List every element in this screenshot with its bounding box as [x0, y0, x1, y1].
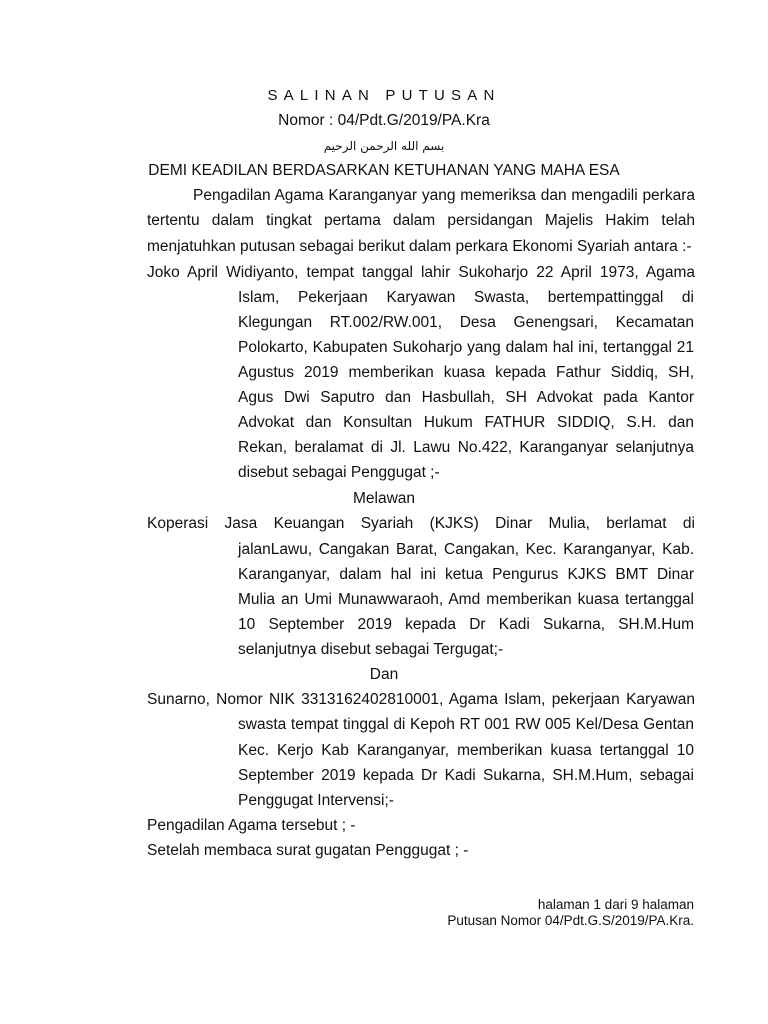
party3-last-line: Penggugat Intervensi;- — [238, 792, 394, 809]
versus-label: Melawan — [352, 490, 416, 507]
intro-line-1: Pengadilan Agama Karanganyar yang memeriksa dan mengadili perkara — [193, 187, 695, 204]
party1-line: Agus Dwi Saputro dan Hasbullah, SH Advokat pada Kantor — [238, 389, 694, 406]
party1-line: Klegungan RT.002/RW.001, Desa Genengsari, Kecamatan — [238, 314, 694, 331]
party3-line: September 2019 kepada Dr Kadi Sukarna, SH.M.Hum, sebagai — [238, 767, 694, 784]
party2-last-line: selanjutnya disebut sebagai Tergugat;- — [238, 641, 504, 658]
party1-line: Agustus 2019 memberikan kuasa kepada Fathur Siddiq, SH, — [238, 364, 694, 381]
party2-line: Karanganyar, dalam hal ini ketua Pengurus KJKS BMT Dinar — [238, 566, 694, 583]
document-title: SALINAN PUTUSAN — [267, 87, 501, 104]
footer-reference: Putusan Nomor 04/Pdt.G.S/2019/PA.Kra. — [447, 913, 694, 928]
party2-line: Mulia an Umi Munawwaraoh, Amd memberikan kuasa tertanggal — [238, 591, 694, 608]
and-label: Dan — [369, 666, 399, 683]
party3-line: Kec. Kerjo Kab Karanganyar, memberikan kuasa tertanggal 10 — [238, 742, 694, 759]
party1-line: Islam, Pekerjaan Karyawan Swasta, bertempattinggal di — [238, 289, 694, 306]
page-counter: halaman 1 dari 9 halaman — [537, 897, 694, 912]
basmalah: بسم الله الرحمن الرحيم — [323, 139, 445, 153]
party2-line: jalanLawu, Cangakan Barat, Cangakan, Kec. Karanganyar, Kab. — [238, 541, 694, 558]
party1-line: Rekan, beralamat di Jl. Lawu No.422, Karanganyar selanjutnya — [238, 439, 694, 456]
intro-line-2: tertentu dalam tingkat pertama dalam persidangan Majelis Hakim telah — [147, 212, 695, 229]
intro-line-3: menjatuhkan putusan sebagai berikut dalam perkara Ekonomi Syariah antara :- — [147, 238, 692, 255]
closing-line-2: Setelah membaca surat gugatan Penggugat ; - — [147, 842, 469, 859]
party1-last-line: disebut sebagai Penggugat ;- — [238, 464, 440, 481]
party1-line: Polokarto, Kabupaten Sukoharjo yang dalam hal ini, tertanggal 21 — [238, 339, 694, 356]
party1-first-line: Joko April Widiyanto, tempat tanggal lahir Sukoharjo 22 April 1973, Agama — [147, 264, 695, 281]
party3-first-line: Sunarno, Nomor NIK 3313162402810001, Agama Islam, pekerjaan Karyawan — [147, 691, 695, 708]
document-heading: DEMI KEADILAN BERDASARKAN KETUHANAN YANG MAHA ESA — [148, 162, 620, 179]
decision-number: Nomor : 04/Pdt.G/2019/PA.Kra — [278, 112, 490, 129]
party3-line: swasta tempat tinggal di Kepoh RT 001 RW 005 Kel/Desa Gentan — [238, 716, 694, 733]
closing-line-1: Pengadilan Agama tersebut ; - — [147, 817, 356, 834]
party1-line: Advokat dan Konsultan Hukum FATHUR SIDDIQ, S.H. dan — [238, 414, 694, 431]
party2-line: 10 September 2019 kepada Dr Kadi Sukarna, SH.M.Hum — [238, 616, 694, 633]
party2-first-line: Koperasi Jasa Keuangan Syariah (KJKS) Dinar Mulia, berlamat di — [147, 515, 695, 532]
